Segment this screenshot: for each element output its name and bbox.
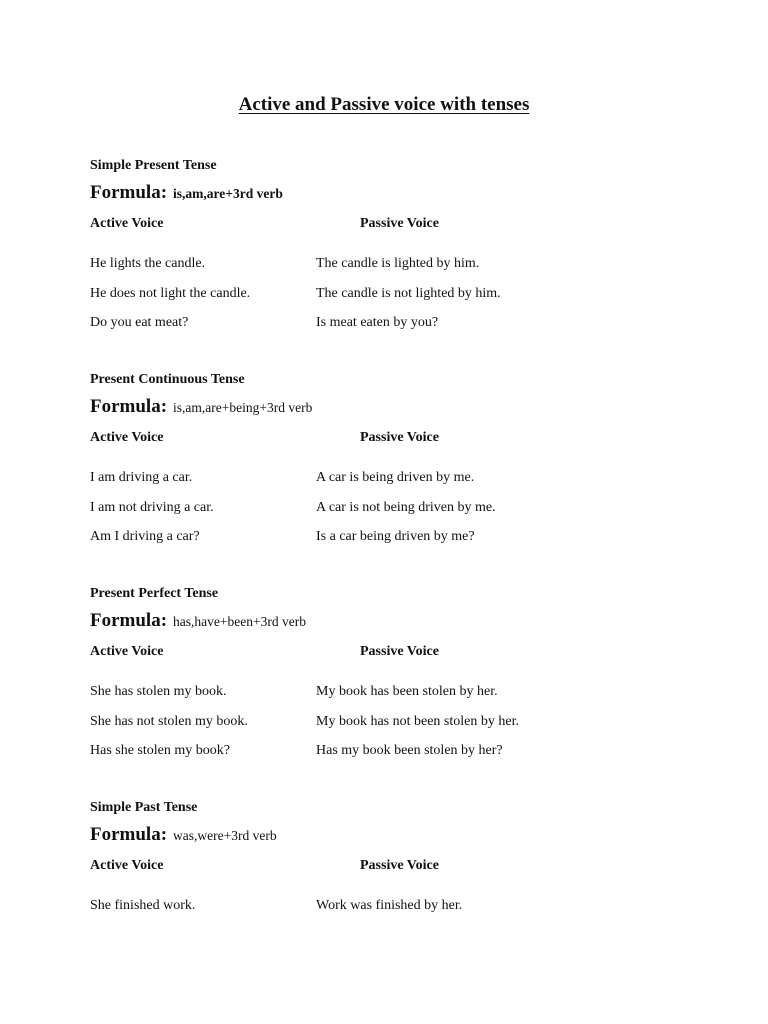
passive-sentence: A car is being driven by me. <box>316 470 475 485</box>
passive-sentence: The candle is not lighted by him. <box>316 286 501 301</box>
passive-sentence: The candle is lighted by him. <box>316 256 480 271</box>
active-sentence: He does not light the candle. <box>90 286 251 301</box>
example-row <box>90 500 710 520</box>
active-voice-header: Active Voice <box>90 430 164 445</box>
example-row <box>90 256 710 276</box>
passive-sentence: Is meat eaten by you? <box>316 315 439 330</box>
active-sentence: Has she stolen my book? <box>90 743 230 758</box>
example-row <box>90 470 710 490</box>
formula-line <box>90 396 312 418</box>
passive-voice-header: Passive Voice <box>360 858 439 873</box>
formula-line <box>90 610 306 632</box>
active-sentence: I am driving a car. <box>90 470 193 485</box>
active-voice-header: Active Voice <box>90 216 164 231</box>
example-row <box>90 529 710 549</box>
example-row <box>90 898 710 918</box>
passive-sentence: Has my book been stolen by her? <box>316 743 503 758</box>
passive-sentence: A car is not being driven by me. <box>316 500 496 515</box>
active-sentence: She finished work. <box>90 898 196 913</box>
formula-label: Formula: <box>90 182 168 203</box>
active-voice-header: Active Voice <box>90 644 164 659</box>
example-row <box>90 714 710 734</box>
passive-sentence: Is a car being driven by me? <box>316 529 475 544</box>
example-row <box>90 684 710 704</box>
formula-text: was,were+3rd verb <box>173 828 277 843</box>
tense-heading: Simple Past Tense <box>90 800 198 815</box>
active-sentence: Am I driving a car? <box>90 529 200 544</box>
formula-label: Formula: <box>90 824 168 845</box>
passive-voice-header: Passive Voice <box>360 430 439 445</box>
passive-voice-header: Passive Voice <box>360 644 439 659</box>
tense-heading: Present Perfect Tense <box>90 586 219 601</box>
tense-heading: Present Continuous Tense <box>90 372 245 387</box>
formula-text: has,have+been+3rd verb <box>173 614 306 629</box>
passive-voice-header: Passive Voice <box>360 216 439 231</box>
page-title: Active and Passive voice with tenses <box>238 94 530 115</box>
active-sentence: He lights the candle. <box>90 256 206 271</box>
example-row <box>90 315 710 335</box>
formula-text: is,am,are+3rd verb <box>173 186 283 201</box>
formula-line <box>90 824 277 846</box>
active-voice-header: Active Voice <box>90 858 164 873</box>
active-sentence: Do you eat meat? <box>90 315 189 330</box>
formula-text: is,am,are+being+3rd verb <box>173 400 313 415</box>
passive-sentence: Work was finished by her. <box>316 898 463 913</box>
passive-sentence: My book has not been stolen by her. <box>316 714 519 729</box>
active-sentence: She has not stolen my book. <box>90 714 248 729</box>
formula-line <box>90 182 283 204</box>
tense-heading: Simple Present Tense <box>90 158 217 173</box>
formula-label: Formula: <box>90 396 168 417</box>
example-row <box>90 743 710 763</box>
passive-sentence: My book has been stolen by her. <box>316 684 498 699</box>
example-row <box>90 286 710 306</box>
active-sentence: I am not driving a car. <box>90 500 214 515</box>
active-sentence: She has stolen my book. <box>90 684 227 699</box>
formula-label: Formula: <box>90 610 168 631</box>
